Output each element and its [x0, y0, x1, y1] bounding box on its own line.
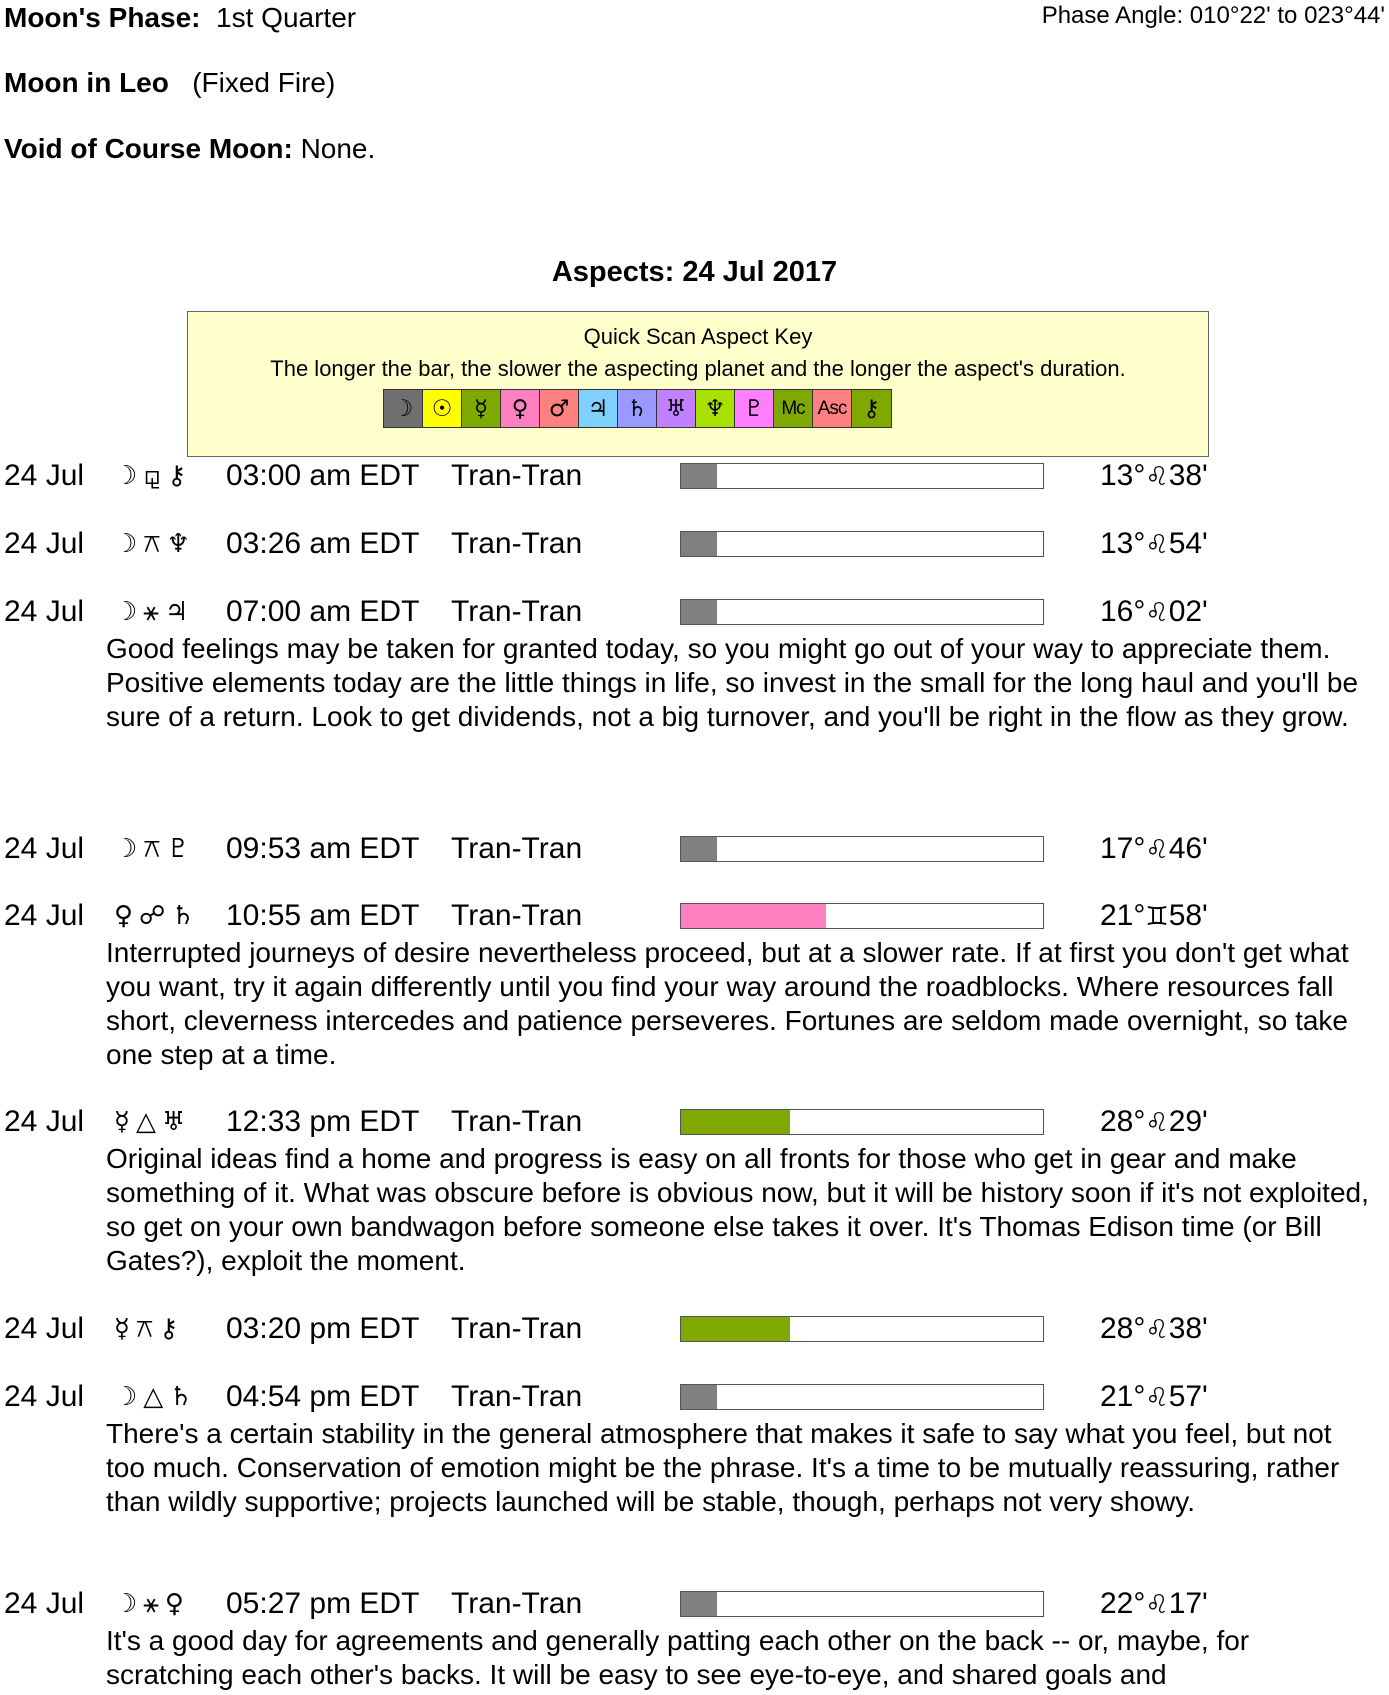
moon-phase-label: Moon's Phase: — [4, 2, 201, 33]
position-minutes: 29' — [1168, 1105, 1208, 1138]
duration-bar-fill — [681, 1317, 790, 1341]
position-minutes: 46' — [1168, 832, 1208, 865]
aspect-description: Original ideas find a home and progress is easy on all fronts for those who get in gear and make something of it. What was obscure before is obvious now, but it will be history soon if it's not exploited, so get on your own bandwagon before someone else takes it over. It's Thomas Edison time (or Bill Gates?), exploit the moment. — [106, 1143, 1369, 1276]
aspect-entry — [0, 829, 1389, 869]
moon-phase-value: 1st Quarter — [216, 2, 357, 33]
position-degrees: 28° — [1100, 1312, 1146, 1345]
aspect-position — [1100, 896, 1208, 937]
duration-bar — [680, 903, 1044, 929]
duration-bar-fill — [681, 600, 717, 624]
position-minutes: 54' — [1168, 527, 1208, 560]
aspect-key-title: Quick Scan Aspect Key — [583, 324, 813, 349]
aspect-position — [1100, 592, 1208, 633]
aspect-entry — [0, 524, 1389, 564]
ascendant-icon: Asc — [813, 390, 852, 427]
aspect-row — [0, 1309, 1389, 1349]
aspect-position — [1100, 456, 1208, 497]
neptune-icon: ♆ — [696, 390, 735, 427]
aspect-type: Tran-Tran — [451, 459, 583, 492]
aspect-date: 24 Jul — [4, 832, 85, 865]
aspect-date: 24 Jul — [4, 1105, 85, 1138]
position-minutes: 58' — [1168, 899, 1208, 932]
aspect-glyphs: ☽⚻♆ — [114, 529, 196, 559]
aspect-entry — [0, 1584, 1389, 1692]
aspect-position — [1100, 1584, 1208, 1625]
aspect-time: 05:27 pm EDT — [226, 1587, 420, 1620]
duration-bar — [680, 599, 1044, 625]
aspects-title: Aspects: 24 Jul 2017 — [551, 256, 838, 288]
zodiac-sign-icon: ♌ — [1145, 462, 1169, 492]
aspect-entry — [0, 896, 1389, 1072]
pluto-icon: ♇ — [735, 390, 774, 427]
void-value: None. — [300, 133, 376, 164]
duration-bar — [680, 1591, 1044, 1617]
aspect-time: 10:55 am EDT — [226, 899, 420, 932]
aspect-description: It's a good day for agreements and generally patting each other on the back -- or, maybe, for scratching each other's backs. It will be easy to see eye-to-eye, and shared goals and — [106, 1625, 1250, 1690]
moon-sign-line — [4, 67, 335, 99]
position-minutes: 57' — [1168, 1380, 1208, 1413]
zodiac-sign-icon: ♌ — [1145, 1383, 1169, 1413]
duration-bar-fill — [681, 1592, 717, 1616]
aspect-row — [0, 524, 1389, 564]
phase-angle: Phase Angle: 010°22' to 023°44' — [1041, 2, 1385, 29]
aspect-time: 09:53 am EDT — [226, 832, 420, 865]
position-degrees: 22° — [1100, 1587, 1146, 1620]
aspect-position — [1100, 524, 1208, 565]
aspect-row — [0, 829, 1389, 869]
aspect-time: 07:00 am EDT — [226, 595, 420, 628]
position-degrees: 17° — [1100, 832, 1146, 865]
duration-bar — [680, 1109, 1044, 1135]
aspect-type: Tran-Tran — [451, 1105, 583, 1138]
aspect-row — [0, 592, 1389, 632]
aspect-glyphs: ☿△♅ — [114, 1107, 192, 1137]
aspect-time: 03:26 am EDT — [226, 527, 420, 560]
aspect-type: Tran-Tran — [451, 832, 583, 865]
aspect-entry — [0, 592, 1389, 734]
aspect-glyphs: ☽△♄ — [114, 1382, 199, 1412]
position-degrees: 16° — [1100, 595, 1146, 628]
duration-bar-fill — [681, 1385, 717, 1409]
moon-in-label: Moon in Leo — [4, 67, 169, 98]
aspect-date: 24 Jul — [4, 1380, 85, 1413]
aspect-time: 03:00 am EDT — [226, 459, 420, 492]
aspect-glyphs: ☽⚹♃ — [114, 597, 195, 627]
aspect-date: 24 Jul — [4, 1312, 85, 1345]
aspect-glyphs: ♀☍♄ — [114, 901, 201, 931]
mercury-icon: ☿ — [462, 390, 501, 427]
zodiac-sign-icon: ♌ — [1145, 1315, 1169, 1345]
duration-bar-fill — [681, 904, 826, 928]
aspect-description: There's a certain stability in the general atmosphere that makes it safe to say what you feel, but not too much. Conservation of emotion might be the phrase. It's a time to be mutually reassuring, rather than wildly supportive; projects launched will be stable, though, perhaps not very showy. — [106, 1418, 1340, 1517]
duration-bar — [680, 531, 1044, 557]
aspect-time: 12:33 pm EDT — [226, 1105, 420, 1138]
moon-icon: ☽ — [384, 390, 423, 427]
aspect-position — [1100, 1309, 1208, 1350]
void-label: Void of Course Moon: — [4, 133, 293, 164]
position-minutes: 38' — [1168, 1312, 1208, 1345]
zodiac-sign-icon: ♌ — [1145, 1108, 1169, 1138]
moon-phase-line — [4, 2, 356, 34]
duration-bar-fill — [681, 532, 717, 556]
aspect-entry — [0, 1102, 1389, 1278]
aspect-date: 24 Jul — [4, 1587, 85, 1620]
aspect-row — [0, 896, 1389, 936]
zodiac-sign-icon: ♊ — [1145, 902, 1169, 932]
zodiac-sign-icon: ♌ — [1145, 1590, 1169, 1620]
aspect-row — [0, 1584, 1389, 1624]
aspect-type: Tran-Tran — [451, 527, 583, 560]
aspect-time: 03:20 pm EDT — [226, 1312, 420, 1345]
zodiac-sign-icon: ♌ — [1145, 598, 1169, 628]
saturn-icon: ♄ — [618, 390, 657, 427]
duration-bar-fill — [681, 1110, 790, 1134]
aspect-type: Tran-Tran — [451, 1312, 583, 1345]
aspect-entry — [0, 456, 1389, 496]
position-minutes: 38' — [1168, 459, 1208, 492]
aspect-date: 24 Jul — [4, 595, 85, 628]
duration-bar-fill — [681, 464, 717, 488]
aspect-key-description: The longer the bar, the slower the aspecting planet and the longer the aspect's duration. — [270, 356, 1126, 381]
aspect-row — [0, 1377, 1389, 1417]
aspect-glyphs: ☽⚻♇ — [114, 834, 196, 864]
aspect-glyphs: ☽⚹♀ — [114, 1589, 190, 1619]
aspect-entry — [0, 1309, 1389, 1349]
aspect-type: Tran-Tran — [451, 899, 583, 932]
position-degrees: 21° — [1100, 899, 1146, 932]
moon-in-value: (Fixed Fire) — [192, 67, 336, 98]
duration-bar — [680, 836, 1044, 862]
midheaven-icon: Mc — [774, 390, 813, 427]
position-degrees: 13° — [1100, 459, 1146, 492]
aspect-row — [0, 456, 1389, 496]
sun-icon: ☉ — [423, 390, 462, 427]
aspect-description: Good feelings may be taken for granted today, so you might go out of your way to appreciate them. Positive elements today are the little things in life, so invest in the small for the long haul and you'll be sure of a return. Look to get dividends, not a big turnover, and you'll be right in the flow as they grow. — [106, 633, 1359, 732]
aspect-type: Tran-Tran — [451, 595, 583, 628]
aspect-key-swatches — [383, 389, 892, 428]
duration-bar-fill — [681, 837, 717, 861]
aspect-row — [0, 1102, 1389, 1142]
position-degrees: 21° — [1100, 1380, 1146, 1413]
duration-bar — [680, 1316, 1044, 1342]
aspect-date: 24 Jul — [4, 527, 85, 560]
aspect-entry — [0, 1377, 1389, 1519]
aspect-position — [1100, 829, 1208, 870]
mars-icon: ♂ — [540, 390, 579, 427]
aspect-description: Interrupted journeys of desire nevertheless proceed, but at a slower rate. If at first you don't get what you want, try it again differently until you find your way around the roadblocks. Where resources fall short, cleverness intercedes and patience perseveres. Fortunes are seldom made overnight, so take one step at a time. — [106, 937, 1349, 1070]
venus-icon: ♀ — [501, 390, 540, 427]
aspect-date: 24 Jul — [4, 899, 85, 932]
uranus-icon: ♅ — [657, 390, 696, 427]
position-minutes: 17' — [1168, 1587, 1208, 1620]
aspect-glyphs: ☿⚻⚷ — [114, 1314, 185, 1344]
aspect-type: Tran-Tran — [451, 1380, 583, 1413]
aspect-glyphs: ☽⚼⚷ — [114, 461, 193, 491]
zodiac-sign-icon: ♌ — [1145, 530, 1169, 560]
aspect-date: 24 Jul — [4, 459, 85, 492]
zodiac-sign-icon: ♌ — [1145, 835, 1169, 865]
jupiter-icon: ♃ — [579, 390, 618, 427]
position-degrees: 28° — [1100, 1105, 1146, 1138]
duration-bar — [680, 463, 1044, 489]
aspect-time: 04:54 pm EDT — [226, 1380, 420, 1413]
aspect-position — [1100, 1102, 1208, 1143]
void-of-course-line — [4, 133, 375, 165]
position-degrees: 13° — [1100, 527, 1146, 560]
aspect-key-box — [187, 311, 1209, 457]
chiron-icon: ⚷ — [852, 390, 891, 427]
aspect-position — [1100, 1377, 1208, 1418]
aspect-type: Tran-Tran — [451, 1587, 583, 1620]
duration-bar — [680, 1384, 1044, 1410]
position-minutes: 02' — [1168, 595, 1208, 628]
